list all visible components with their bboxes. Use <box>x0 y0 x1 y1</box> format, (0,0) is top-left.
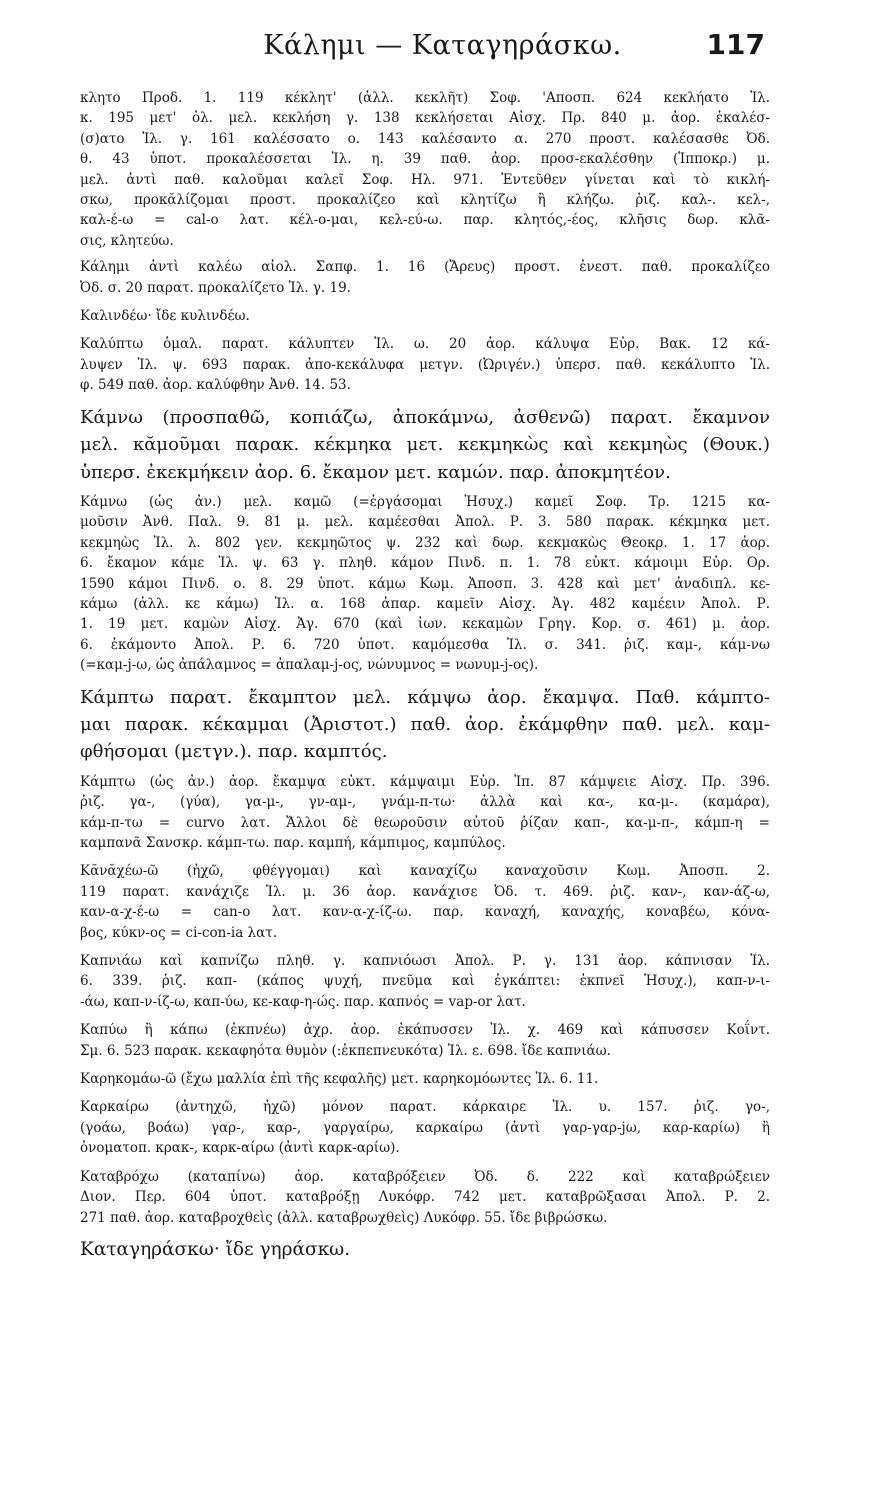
entry-line: μοῦσιν Ἀνθ. Παλ. 9. 81 μ. μελ. καμέεσθαι Ἀπολ. Ρ. 3. 580 παρακ. κέκμηκα μετ. <box>80 514 770 531</box>
entry-line: (=καμ-j-ω, ὡς ἀπάλαμνος = ἀπαλαμ-j-ος, νώνυμνος = νωνυμ-j-ος). <box>80 657 539 674</box>
entry-line: 1590 κάμοι Πινδ. ο. 8. 29 ὑποτ. κάμω Κωμ. Ἀποσπ. 3. 428 καὶ μετ' ἀναδιπλ. κε- <box>80 575 770 592</box>
entry-line: Κάμπτω παρατ. ἔκαμπτον μελ. κάμψω ἀορ. ἔκαμψα. Παθ. κάμπτο- <box>80 686 770 708</box>
dictionary-entry <box>80 684 770 766</box>
entry-line: Ὀδ. σ. 20 παρατ. προκαλίζετο Ἰλ. γ. 19. <box>80 279 351 296</box>
page-header <box>0 26 885 70</box>
dictionary-entry <box>80 1167 770 1228</box>
entry-line: 6. ἔκαμον κάμε Ἰλ. ψ. 63 γ. πληθ. κάμον Πινδ. π. 1. 78 εὐκτ. κάμοιμι Εὐρ. Ορ. <box>80 555 770 572</box>
dictionary-entry <box>80 1020 770 1061</box>
entry-line: (σ)ατο Ἰλ. γ. 161 καλέσσατο ο. 143 καλέσαντο α. 270 προστ. καλέσασθε Ὀδ. <box>80 130 770 147</box>
entry-line: Κάμπτω (ὡς ἀν.) ἀορ. ἔκαμψα εὐκτ. κάμψαιμι Εὐρ. Ἱπ. 87 κάμψειε Αἰσχ. Πρ. 396. <box>80 773 770 790</box>
entry-line: 271 παθ. ἀορ. καταβροχθεὶς (ἀλλ. καταβρωχθεὶς) Λυκόφρ. 55. ἴδε βιβρώσκω. <box>80 1209 608 1226</box>
entry-line: κάμω (ἀλλ. κε κάμω) Ἰλ. α. 168 ἀπαρ. καμεῖν Αἰσχ. Ἀγ. 482 καμέειν Ἀπολ. Ρ. <box>80 595 770 612</box>
entry-line: βος, κύκν-ος = ci-con-ia λατ. <box>80 924 277 941</box>
page-title: Κάλημι — Καταγηράσκω. <box>263 30 622 61</box>
entry-line: 6. ἐκάμοντο Ἀπολ. Ρ. 6. 720 ὑποτ. καμόμεσθα Ἰλ. σ. 341. ῥιζ. καμ-, κάμ-νω <box>80 636 770 653</box>
entry-line: κάμ-π-τω = curvo λατ. Ἄλλοι δὲ θεωροῦσιν αὐτοῦ ῥίζαν καπ-, κα-μ-π-, κάμπ-η = <box>80 814 770 831</box>
dictionary-entry <box>80 1236 770 1263</box>
entry-line: ὑπερσ. ἐκεκμήκειν ἀορ. 6. ἔκαμον μετ. καμών. παρ. ἀποκμητέον. <box>80 461 671 483</box>
dictionary-entry <box>80 772 770 854</box>
entry-line: Καλύπτω ὁμαλ. παρατ. κάλυπτεν Ἰλ. ω. 20 ἀορ. κάλυψα Εὐρ. Βακ. 12 κά- <box>80 336 770 353</box>
entry-line: λυψεν Ἰλ. ψ. 693 παρακ. ἀπο-κεκάλυφα μετγν. (Ὠριγέν.) ὑπερσ. παθ. κεκάλυπτο Ἰλ. <box>80 356 770 373</box>
entry-line: 119 παρατ. κανάχιζε Ἰλ. μ. 36 ἀορ. κανάχισε Ὀδ. τ. 469. ῥιζ. καν-, καν-άζ-ω, <box>80 883 770 900</box>
entry-line: 6. 339. ῥιζ. καπ- (κάπος ψυχή, πνεῦμα καὶ ἐγκάπτει: ἐκπνεῖ Ἡσυχ.), καπ-ν-ι- <box>80 973 770 990</box>
entry-line: Καλινδέω· ἴδε κυλινδέω. <box>80 308 250 325</box>
entry-line: ῥιζ. γα-, (γύα), γα-μ-, γν-αμ-, γνάμ-π-τω· ἀλλὰ καὶ κα-, κα-μ-. (καμάρα), <box>80 794 770 811</box>
entry-line: 1. 19 μετ. καμὼν Αἰσχ. Ἀγ. 670 (καὶ ἰων. κεκαμὼν Γρηγ. Κορ. σ. 461) μ. ἀορ. <box>80 616 770 633</box>
dictionary-entry <box>80 88 770 251</box>
dictionary-entry <box>80 1097 770 1158</box>
page-number: 117 <box>706 28 765 61</box>
dictionary-entry <box>80 404 770 486</box>
entry-line: Καταγηράσκω· ἴδε γηράσκω. <box>80 1238 351 1260</box>
entry-line: σκω, προκᾰλίζομαι προστ. προκαλίζεο καὶ κλητίζω ἢ κλήζω. ῥιζ. καλ-. κελ-, <box>80 192 770 209</box>
dictionary-entry <box>80 951 770 1012</box>
entry-line: θ. 43 ὑποτ. προκαλέσσεται Ἰλ. η. 39 παθ. ἀορ. προσ-εκαλέσθην (Ἱπποκρ.) μ. <box>80 151 770 168</box>
entry-line: Κάλημι ἀντὶ καλέω αἰολ. Σαπφ. 1. 16 (Ἄρευς) προστ. ἐνεστ. παθ. προκαλίζεο <box>80 259 770 276</box>
entry-line: καλ-έ-ω = cal-o λατ. κέλ-ο-μαι, κελ-εύ-ω. παρ. κλητός,-έος, κλῆσις δωρ. κλᾶ- <box>80 212 770 229</box>
entry-line: φθήσομαι (μετγν.). παρ. καμπτός. <box>80 741 388 763</box>
entry-line: Κάμνω (ὡς ἀν.) μελ. καμῶ (=ἐργάσομαι Ἡσυχ.) καμεῖ Σοφ. Τρ. 1215 κα- <box>80 493 770 510</box>
entry-line: Κάμνω (προσπαθῶ, κοπιάζω, ἀποκάμνω, ἀσθενῶ) παρατ. ἔκαμνον <box>80 406 770 428</box>
entry-line: (γοάω, βοάω) γαρ-, καρ-, γαργαίρω, καρκαίρω (ἀντὶ γαρ-γαρ-jω, καρ-καρίω) ἢ <box>80 1119 770 1136</box>
dictionary-entry <box>80 861 770 943</box>
entry-line: ὀνοματοπ. κρακ-, καρκ-αίρω (ἀντὶ καρκ-αρίω). <box>80 1140 400 1157</box>
dictionary-entry <box>80 306 770 326</box>
entry-line: Καπνιάω καὶ καπνίζω πληθ. γ. καπνιόωσι Ἀπολ. Ρ. γ. 131 ἀορ. κάπνισαν Ἰλ. <box>80 953 770 970</box>
entry-line: μελ. ἀντὶ παθ. καλοῦμαι καλεῖ Σοφ. Ηλ. 971. Ἐντεῦθεν γίνεται καὶ τὸ κικλή- <box>80 171 770 188</box>
entry-line: καν-α-χ-έ-ω = can-o λατ. καν-α-χ-ίζ-ω. παρ. καναχή, καναχής, κοναβέω, κόνα- <box>80 904 770 921</box>
dictionary-entry <box>80 334 770 395</box>
dictionary-entry <box>80 257 770 298</box>
entry-line: φ. 549 παθ. ἀορ. καλύφθην Ἀνθ. 14. 53. <box>80 377 351 394</box>
dictionary-entry <box>80 492 770 676</box>
entry-line: μελ. κᾰμοῦμαι παρακ. κέκμηκα μετ. κεκμηκὼς καὶ κεκμηὼς (Θουκ.) <box>80 434 770 456</box>
entry-line: Κᾰνᾰχέω-ῶ (ἠχῶ, φθέγγομαι) καὶ καναχίζω καναχοῦσιν Κωμ. Ἀποσπ. 2. <box>80 863 770 880</box>
entry-line: σις, κλητεύω. <box>80 232 174 249</box>
entry-line: κ. 195 μετ' ὀλ. μελ. κεκλήση γ. 138 κεκλήσεται Αἰσχ. Πρ. 840 μ. ἀορ. ἐκαλέσ- <box>80 110 770 127</box>
entry-line: Καταβρόχω (καταπίνω) ἀορ. καταβρόξειεν Ὀδ. δ. 222 καὶ καταβρώξειεν <box>80 1168 770 1185</box>
dictionary-entry <box>80 1069 770 1089</box>
entry-line: Καρκαίρω (ἀντηχῶ, ἠχῶ) μόνον παρατ. κάρκαιρε Ἰλ. υ. 157. ῥιζ. γο-, <box>80 1099 770 1116</box>
entry-line: κλητο Προδ. 1. 119 κέκλητ' (ἀλλ. κεκλῆτ) Σοφ. 'Αποσπ. 624 κεκλήατο Ἰλ. <box>80 90 770 106</box>
entry-line: Σμ. 6. 523 παρακ. κεκαφηότα θυμὸν (:ἐκπεπνευκότα) Ἰλ. ε. 698. ἴδε καπνιάω. <box>80 1042 611 1059</box>
entry-line: -άω, καπ-ν-ίζ-ω, καπ-ύω, κε-καφ-η-ώς. παρ. καπνός = vap-or λατ. <box>80 993 526 1010</box>
entry-line: μαι παρακ. κέκαμμαι (Ἀριστοτ.) παθ. ἀορ. ἐκάμφθην παθ. μελ. καμ- <box>80 713 770 735</box>
entry-line: κεκμηὼς Ἰλ. λ. 802 γεν. κεκμηῶτος ψ. 232 καὶ δωρ. κεκμακὼς Θεοκρ. 1. 17 ἀορ. <box>80 534 770 551</box>
entry-line: Καρηκομάω-ῶ (ἔχω μαλλία ἐπὶ τῆς κεφαλῆς) μετ. καρηκομόωντες Ἰλ. 6. 11. <box>80 1071 599 1088</box>
entry-line: Διον. Περ. 604 ὑποτ. καταβρόξῃ Λυκόφρ. 742 μετ. καταβρῶξασαι Ἀπολ. Ρ. 2. <box>80 1189 770 1206</box>
entry-line: καμπανᾶ Σανσκρ. κάμπ-τω. παρ. καμπή, κάμπιμος, καμπύλος. <box>80 835 506 851</box>
entry-line: Καπύω ἢ κάπω (ἐκπνέω) ἀχρ. ἀορ. ἐκάπυσσεν Ἰλ. χ. 469 καὶ κάπυσσεν Κοΐντ. <box>80 1022 770 1039</box>
dictionary-body <box>80 88 770 1269</box>
